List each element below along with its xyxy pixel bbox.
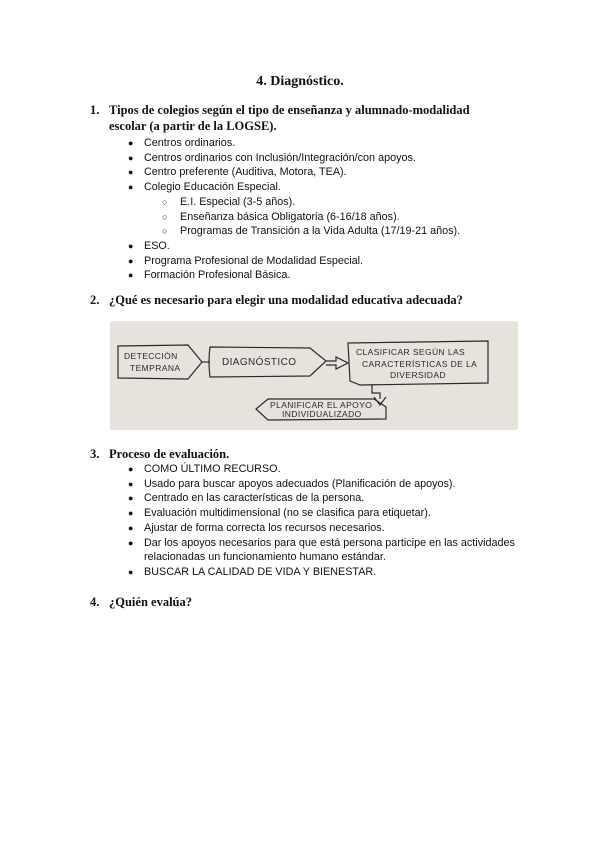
sub-list-item: ○ Programas de Transición a la Vida Adulta (17/19-21 años). — [162, 225, 461, 238]
circle-bullet-icon: ○ — [162, 196, 168, 207]
section-title: ¿Quién evalúa? — [109, 595, 192, 609]
bullet-icon: ● — [128, 138, 134, 148]
bullet-icon: ● — [128, 537, 134, 548]
bullet-icon: ● — [128, 255, 134, 266]
section-title-line-1: Tipos de colegios según el tipo de enseñanza y alumnado-modalidad — [109, 103, 470, 117]
section-title-line-2: escolar (a partir de la LOGSE). — [109, 119, 277, 133]
list-item: ● BUSCAR LA CALIDAD DE VIDA Y BIENESTAR. — [128, 565, 377, 578]
list-item: ● Evaluación multidimensional (no se clasifica para etiquetar). — [128, 507, 431, 520]
list-item: ● Dar los apoyos necesarios para que está persona participe en las actividades — [128, 536, 515, 549]
circle-bullet-icon: ○ — [162, 211, 168, 222]
diagram-label: PLANIFICAR EL APOYO — [270, 400, 373, 410]
bullet-icon: ● — [128, 478, 134, 489]
bullet-icon: ● — [128, 270, 134, 281]
section-1-list — [0, 136, 600, 283]
bullet-icon: ● — [128, 508, 134, 519]
list-item: ● Centros ordinarios con Inclusión/Integración/con apoyos. — [128, 151, 416, 164]
diagram-label: CARACTERÍSTICAS DE LA — [362, 359, 478, 369]
diagram-label: TEMPRANA — [130, 363, 181, 373]
section-3-list — [0, 462, 600, 580]
connector-arrow — [372, 385, 380, 399]
list-item: ● Centrado en las características de la persona. — [128, 492, 365, 505]
section-number: 2. — [90, 293, 100, 307]
list-item: ● Centros ordinarios. — [128, 137, 236, 149]
diagram-label: DETECCIÓN — [124, 351, 178, 361]
list-item: ● Usado para buscar apoyos adecuados (Planificación de apoyos). — [128, 477, 456, 490]
list-item: ● Colegio Educación Especial. ○ E.I. Especial (3-5 años). ○ Enseñanza básica Obligatoria (6-16/18 años). ○ Programas de Transición a la Vida Adulta (17/19-21 años). — [0, 180, 600, 239]
bullet-icon: ● — [128, 152, 134, 163]
connector-arrow — [326, 357, 348, 369]
sub-list — [144, 195, 600, 239]
bullet-icon: ● — [128, 522, 134, 533]
list-item: ● Programa Profesional de Modalidad Especial. — [128, 254, 364, 267]
bullet-icon: ● — [128, 167, 134, 178]
section-number: 4. — [90, 595, 100, 609]
section-title: Proceso de evaluación. — [109, 447, 230, 461]
sub-list-item: ○ E.I. Especial (3-5 años). — [162, 195, 296, 208]
diagram-label: CLASIFICAR SEGÚN LAS — [356, 347, 466, 357]
bullet-icon: ● — [128, 493, 134, 504]
section-title: ¿Qué es necesario para elegir una modalidad educativa adecuada? — [109, 293, 463, 307]
circle-bullet-icon: ○ — [162, 226, 168, 237]
bullet-icon: ● — [128, 240, 134, 251]
section-number: 3. — [90, 447, 100, 461]
bullet-icon: ● — [128, 464, 134, 474]
diagram-label: DIVERSIDAD — [390, 370, 446, 380]
list-item: ● Centro preferente (Auditiva, Motora, TEA). — [128, 166, 347, 179]
process-flow-diagram — [110, 321, 518, 430]
bullet-icon: ● — [128, 182, 134, 193]
diagram-label: DIAGNÓSTICO — [222, 357, 297, 368]
list-item: ● COMO ÚLTIMO RECURSO. — [128, 463, 281, 475]
hand-drawn-diagram — [110, 321, 518, 430]
page-title: 4. Diagnóstico. — [256, 74, 344, 89]
sub-list-item: ○ Enseñanza básica Obligatoria (6-16/18 años). — [162, 210, 400, 223]
list-item: ● ESO. — [128, 239, 170, 252]
bullet-icon: ● — [128, 566, 134, 577]
section-number: 1. — [90, 103, 100, 117]
list-item: ● Ajustar de forma correcta los recursos necesarios. — [128, 521, 385, 534]
list-item: ● Formación Profesional Básica. — [128, 269, 291, 282]
list-item-continuation: relacionadas un funcionamiento humano estándar. — [144, 551, 386, 564]
diagram-label: INDIVIDUALIZADO — [282, 409, 362, 419]
